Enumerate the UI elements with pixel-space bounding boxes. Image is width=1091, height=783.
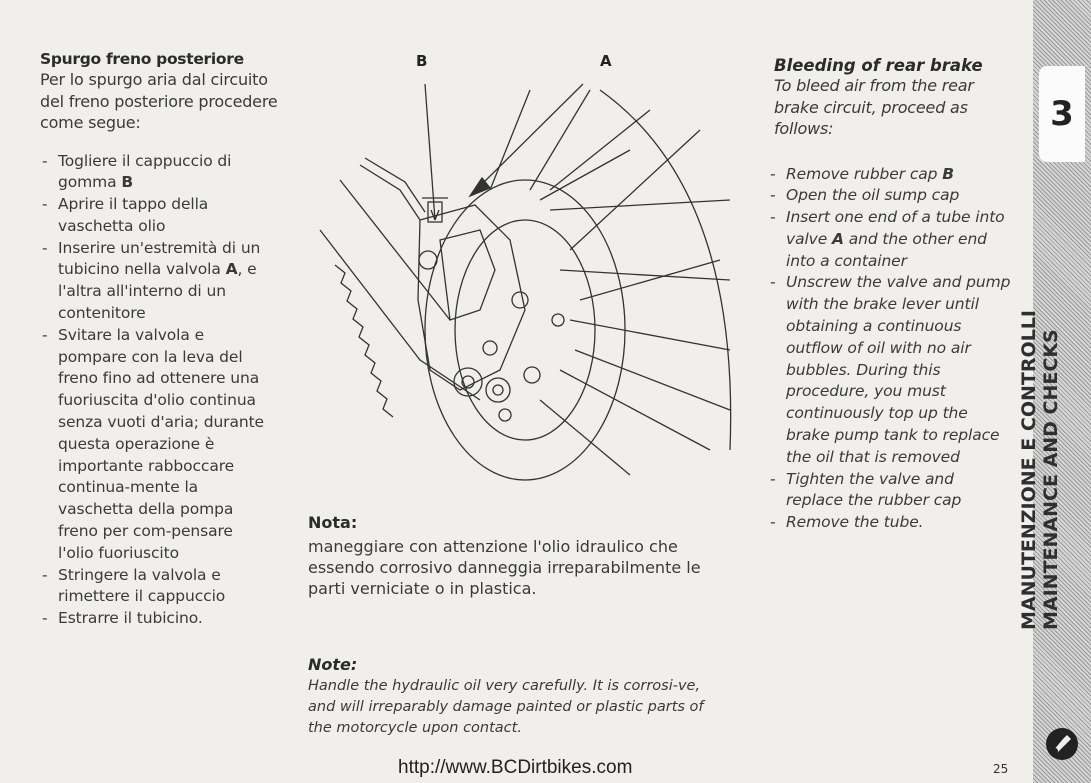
note-en-heading: Note:: [308, 655, 358, 674]
source-url[interactable]: http://www.BCDirtbikes.com: [398, 757, 633, 778]
en-step: - Open the oil sump cap: [768, 185, 1013, 207]
brake-caliper-illustration: [300, 70, 740, 490]
en-step: - Tighten the valve and replace the rubber cap: [768, 469, 1013, 513]
en-intro: To bleed air from the rear brake circuit, proceed as follows:: [774, 76, 974, 138]
label-b: B: [416, 52, 428, 70]
en-heading: Bleeding of rear brake: [774, 56, 983, 75]
note-it: [308, 513, 738, 599]
it-step: - Stringere la valvola e rimettere il cappuccio: [40, 565, 272, 609]
note-it-heading: Nota:: [308, 513, 358, 532]
page-number: 25: [993, 762, 1009, 776]
it-heading: Spurgo freno posteriore: [40, 50, 244, 68]
it-intro: Per lo spurgo aria dal circuito del freno posteriore procedere come segue:: [40, 70, 278, 132]
en-step: - Remove the tube.: [768, 512, 1013, 534]
en-step: - Insert one end of a tube into valve A and the other end into a container: [768, 207, 1013, 272]
english-column: [774, 56, 1019, 534]
en-step: - Remove rubber cap B: [768, 164, 1013, 186]
brake-figure: [300, 50, 740, 490]
italian-column: [40, 50, 285, 630]
en-steps: [768, 164, 1013, 535]
chapter-number: 3: [1039, 66, 1085, 162]
chapter-title-it: MANUTENZIONE E CONTROLLI: [1018, 310, 1040, 630]
it-step: - Svitare la valvola e pompare con la leva del freno fino ad ottenere una fuoriuscita d'olio continua senza vuoti d'aria; durante questa operazione è importante rabboccare continua-mente la vaschetta della pompa freno per com-pensare l'olio fuoriuscito: [40, 325, 272, 565]
chapter-title-vertical: [1018, 300, 1090, 630]
wrench-icon: [1043, 725, 1081, 763]
note-en-body: Handle the hydraulic oil very carefully. It is corrosi-ve, and will irreparably damage painted or plastic parts of the motorcycle upon contact.: [308, 678, 704, 736]
it-step: - Togliere il cappuccio di gomma B: [40, 151, 272, 195]
label-a: A: [600, 52, 612, 70]
it-step: - Estrarre il tubicino.: [40, 608, 272, 630]
it-step: - Aprire il tappo della vaschetta olio: [40, 194, 272, 238]
it-steps: [40, 151, 272, 631]
note-it-body: maneggiare con attenzione l'olio idraulico che essendo corrosivo danneggia irreparabilmente le parti verniciate o in plastica.: [308, 537, 701, 598]
it-step: - Inserire un'estremità di un tubicino nella valvola A, e l'altra all'interno di un contenitore: [40, 238, 272, 325]
chapter-title-en: MAINTENANCE AND CHECKS: [1040, 329, 1062, 630]
en-step: - Unscrew the valve and pump with the brake lever until obtaining a continuous outflow of oil with no air bubbles. During this procedure, you must continuously top up the brake pump tank to replace the oil that is removed: [768, 272, 1013, 468]
note-en: [308, 655, 728, 739]
